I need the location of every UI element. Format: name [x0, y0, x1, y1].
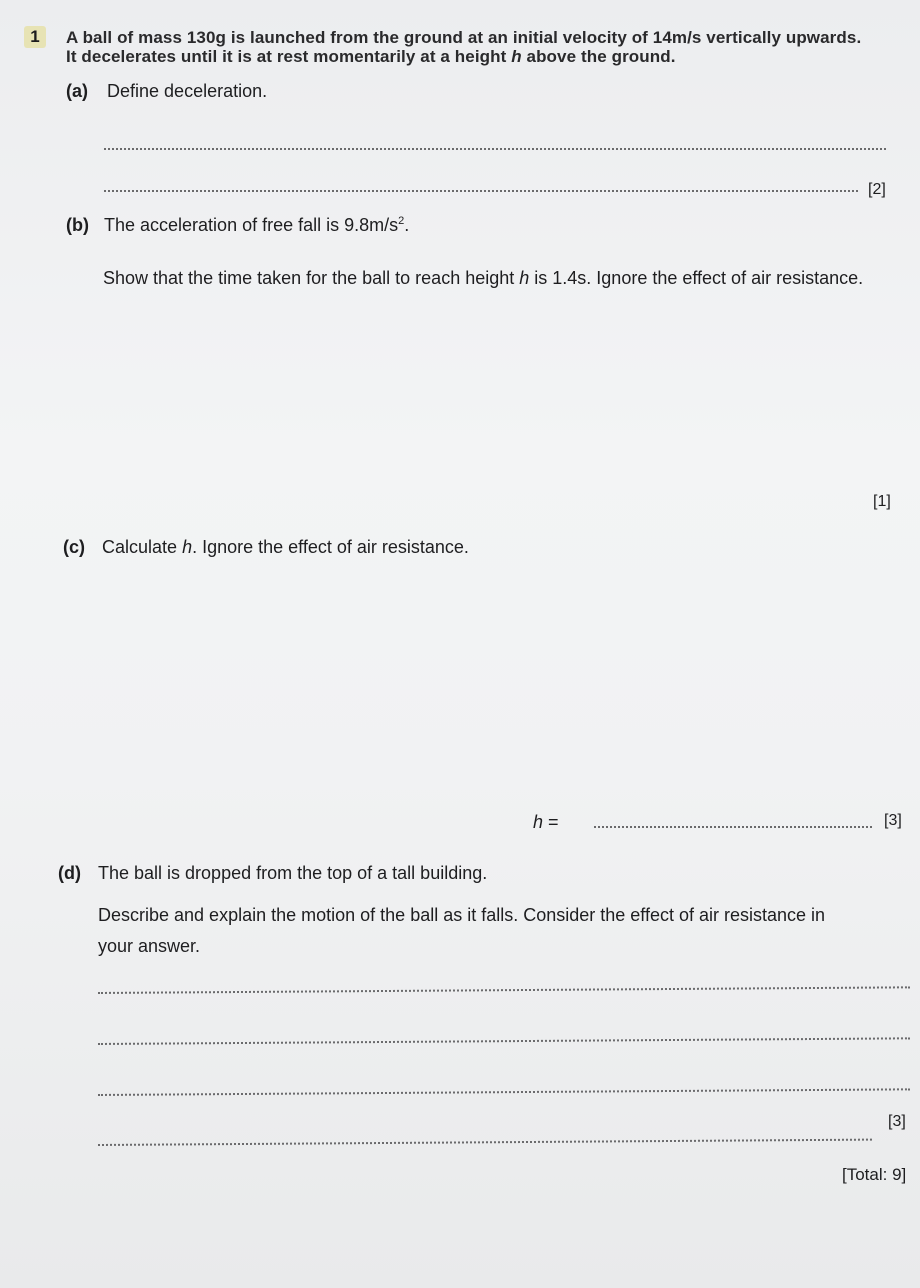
part-b-label: (b): [66, 215, 89, 235]
part-a-heading: [66, 81, 267, 102]
part-a-label: (a): [66, 81, 88, 101]
question-number: 1: [24, 26, 46, 48]
part-d-text: The ball is dropped from the top of a tall building.: [98, 863, 488, 883]
part-c-marks: [3]: [884, 812, 902, 829]
part-a-text: Define deceleration.: [107, 81, 268, 101]
part-b-instruction: Show that the time taken for the ball to reach height h is 1.4s. Ignore the effect of air resistance.: [103, 268, 864, 288]
question-stem-line-2: It decelerates until it is at rest momentarily at a height h above the ground.: [66, 47, 676, 66]
part-a-answer-line-1[interactable]: [104, 148, 886, 150]
part-a-marks: [2]: [868, 181, 886, 198]
part-d-marks: [3]: [888, 1113, 906, 1130]
part-d-answer-line-4[interactable]: [98, 1139, 872, 1146]
part-d-answer-line-2[interactable]: [98, 1037, 910, 1045]
part-b-text: The acceleration of free fall is $9.8m/s^2$.: [104, 215, 410, 235]
part-d-instruction-line-2: your answer.: [98, 936, 201, 956]
part-c-answer-label: h =: [533, 812, 559, 832]
part-d-heading: [58, 863, 487, 884]
part-d-instruction-line-1: Describe and explain the motion of the ball as it falls. Consider the effect of air resistance in: [98, 905, 826, 925]
part-d-answer-line-3[interactable]: [98, 1088, 910, 1096]
question-stem-line-1: A ball of mass 130g is launched from the ground at an initial velocity of 14m/s vertically upwards.: [66, 28, 862, 47]
part-d-label: (d): [58, 863, 81, 883]
part-d-answer-line-1[interactable]: [98, 986, 910, 994]
part-b-heading: [66, 215, 409, 236]
part-a-answer-line-2[interactable]: [104, 190, 858, 192]
part-c-text: Calculate h. Ignore the effect of air resistance.: [102, 537, 469, 557]
part-c-heading: [63, 537, 469, 558]
total-marks: [Total: 9]: [842, 1165, 907, 1184]
part-b-marks: [1]: [873, 493, 891, 510]
part-c-label: (c): [63, 537, 85, 557]
part-c-answer-line[interactable]: [594, 826, 872, 828]
